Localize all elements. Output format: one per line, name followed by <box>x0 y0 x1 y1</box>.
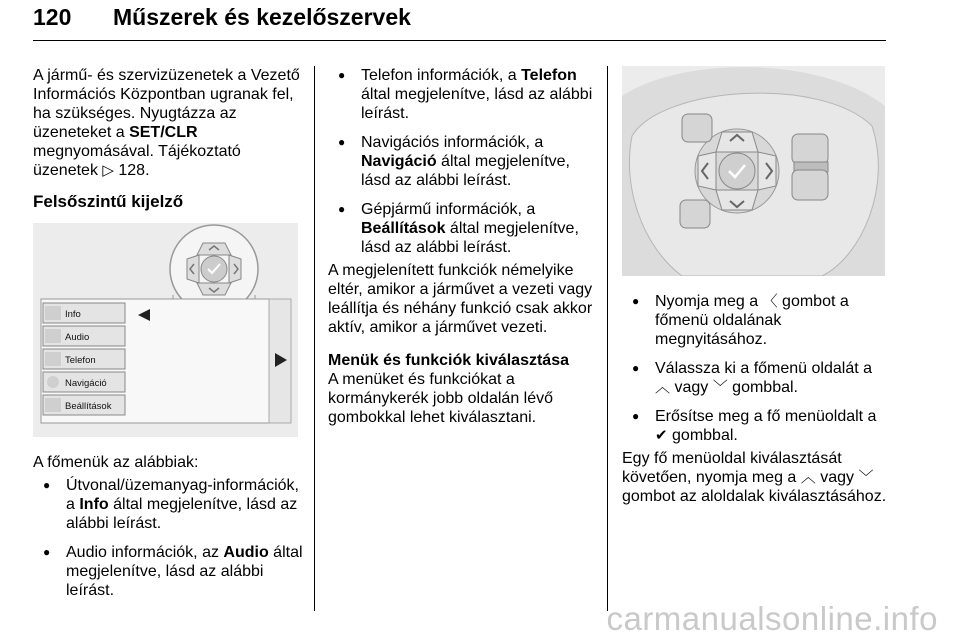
intro-paragraph: A jármű- és szervizüzenetek a Vezető Információs Központban ugranak fel, ha szükséges. Nyugtázza az üzeneteket a SET/CLR megnyomásával. Tájékoztató üzenetek ▷ 128. <box>33 67 300 179</box>
menu-list <box>43 303 125 415</box>
list-item: ● Gépjármű információk, a Beállítások által megjelenítve, lásd az alábbi leírást. <box>328 200 596 257</box>
steps-bullets <box>622 292 888 445</box>
menu-item-beallitasok: Beállítások <box>65 401 112 412</box>
menu-item-audio: Audio <box>65 332 90 343</box>
inline-symbol-icon: ✔ <box>655 426 668 444</box>
inline-symbol-icon: ﹀ <box>858 468 874 486</box>
display-illustration <box>33 223 298 437</box>
column-1 <box>33 66 303 610</box>
selection-paragraph: A menüket és funkciókat a kormánykerék jobb oldalán lévő gombokkal lehet kiválasztani. <box>328 371 554 426</box>
menu-item-telefon: Telefon <box>65 355 96 366</box>
column-2 <box>328 66 596 427</box>
column-3 <box>622 66 888 506</box>
info-bullets <box>328 66 596 257</box>
menu-bullets <box>33 476 303 600</box>
section-heading: Felsőszintű kijelző <box>33 192 184 211</box>
column-divider <box>607 66 608 611</box>
list-item: ● Telefon információk, a Telefon által megjelenítve, lásd az alábbi leírást. <box>328 66 596 123</box>
submenu-paragraph: Egy fő menüoldal kiválasztását követően, nyomja meg a ︿ vagy ﹀ gombot az aloldalak kiválasztásához. <box>622 450 887 505</box>
watermark: carmanualsonline.info <box>606 600 938 637</box>
inline-symbol-icon: ▷ <box>102 161 114 179</box>
list-item: ● Útvonal/üzemanyag-információk, a Info által megjelenítve, lásd az alábbi leírást. <box>33 476 303 533</box>
subsection-heading: Menük és funkciók kiválasztása <box>328 352 569 369</box>
menu-item-info: Info <box>65 309 81 320</box>
inline-symbol-icon: ︿ <box>800 468 816 486</box>
column-divider <box>314 66 315 611</box>
functions-paragraph: A megjelenített funkciók némelyike eltér, amikor a járművet a vezeti vagy leállítja és néhány funkció csak akkor aktív, amikor a járművet vezeti. <box>328 262 593 336</box>
list-item: ● Erősítse meg a fő menüoldalt a ✔ gombbal. <box>622 407 888 445</box>
list-item: ● Nyomja meg a 〈 gombot a főmenü oldalának megnyitásához. <box>622 292 888 349</box>
list-item: ● Válassza ki a főmenü oldalát a ︿ vagy ﹀ gombbal. <box>622 359 888 397</box>
menu-lead: A főmenük az alábbiak: <box>33 454 199 471</box>
inline-symbol-icon: 〈 <box>762 292 778 310</box>
inline-symbol-icon: ﹀ <box>712 378 728 396</box>
menu-item-navigacio: Navigáció <box>65 378 107 389</box>
page-number: 120 <box>33 4 72 30</box>
page-title: Műszerek és kezelőszervek <box>113 4 411 30</box>
page-header <box>33 4 886 41</box>
volume-button-icon <box>792 134 828 200</box>
steering-wheel-illustration <box>622 66 885 276</box>
list-item: ● Audio információk, az Audio által megjelenítve, lásd az alábbi leírást. <box>33 543 303 600</box>
inline-symbol-icon: ︿ <box>655 378 671 396</box>
list-item: ● Navigációs információk, a Navigáció által megjelenítve, lásd az alábbi leírást. <box>328 133 596 190</box>
